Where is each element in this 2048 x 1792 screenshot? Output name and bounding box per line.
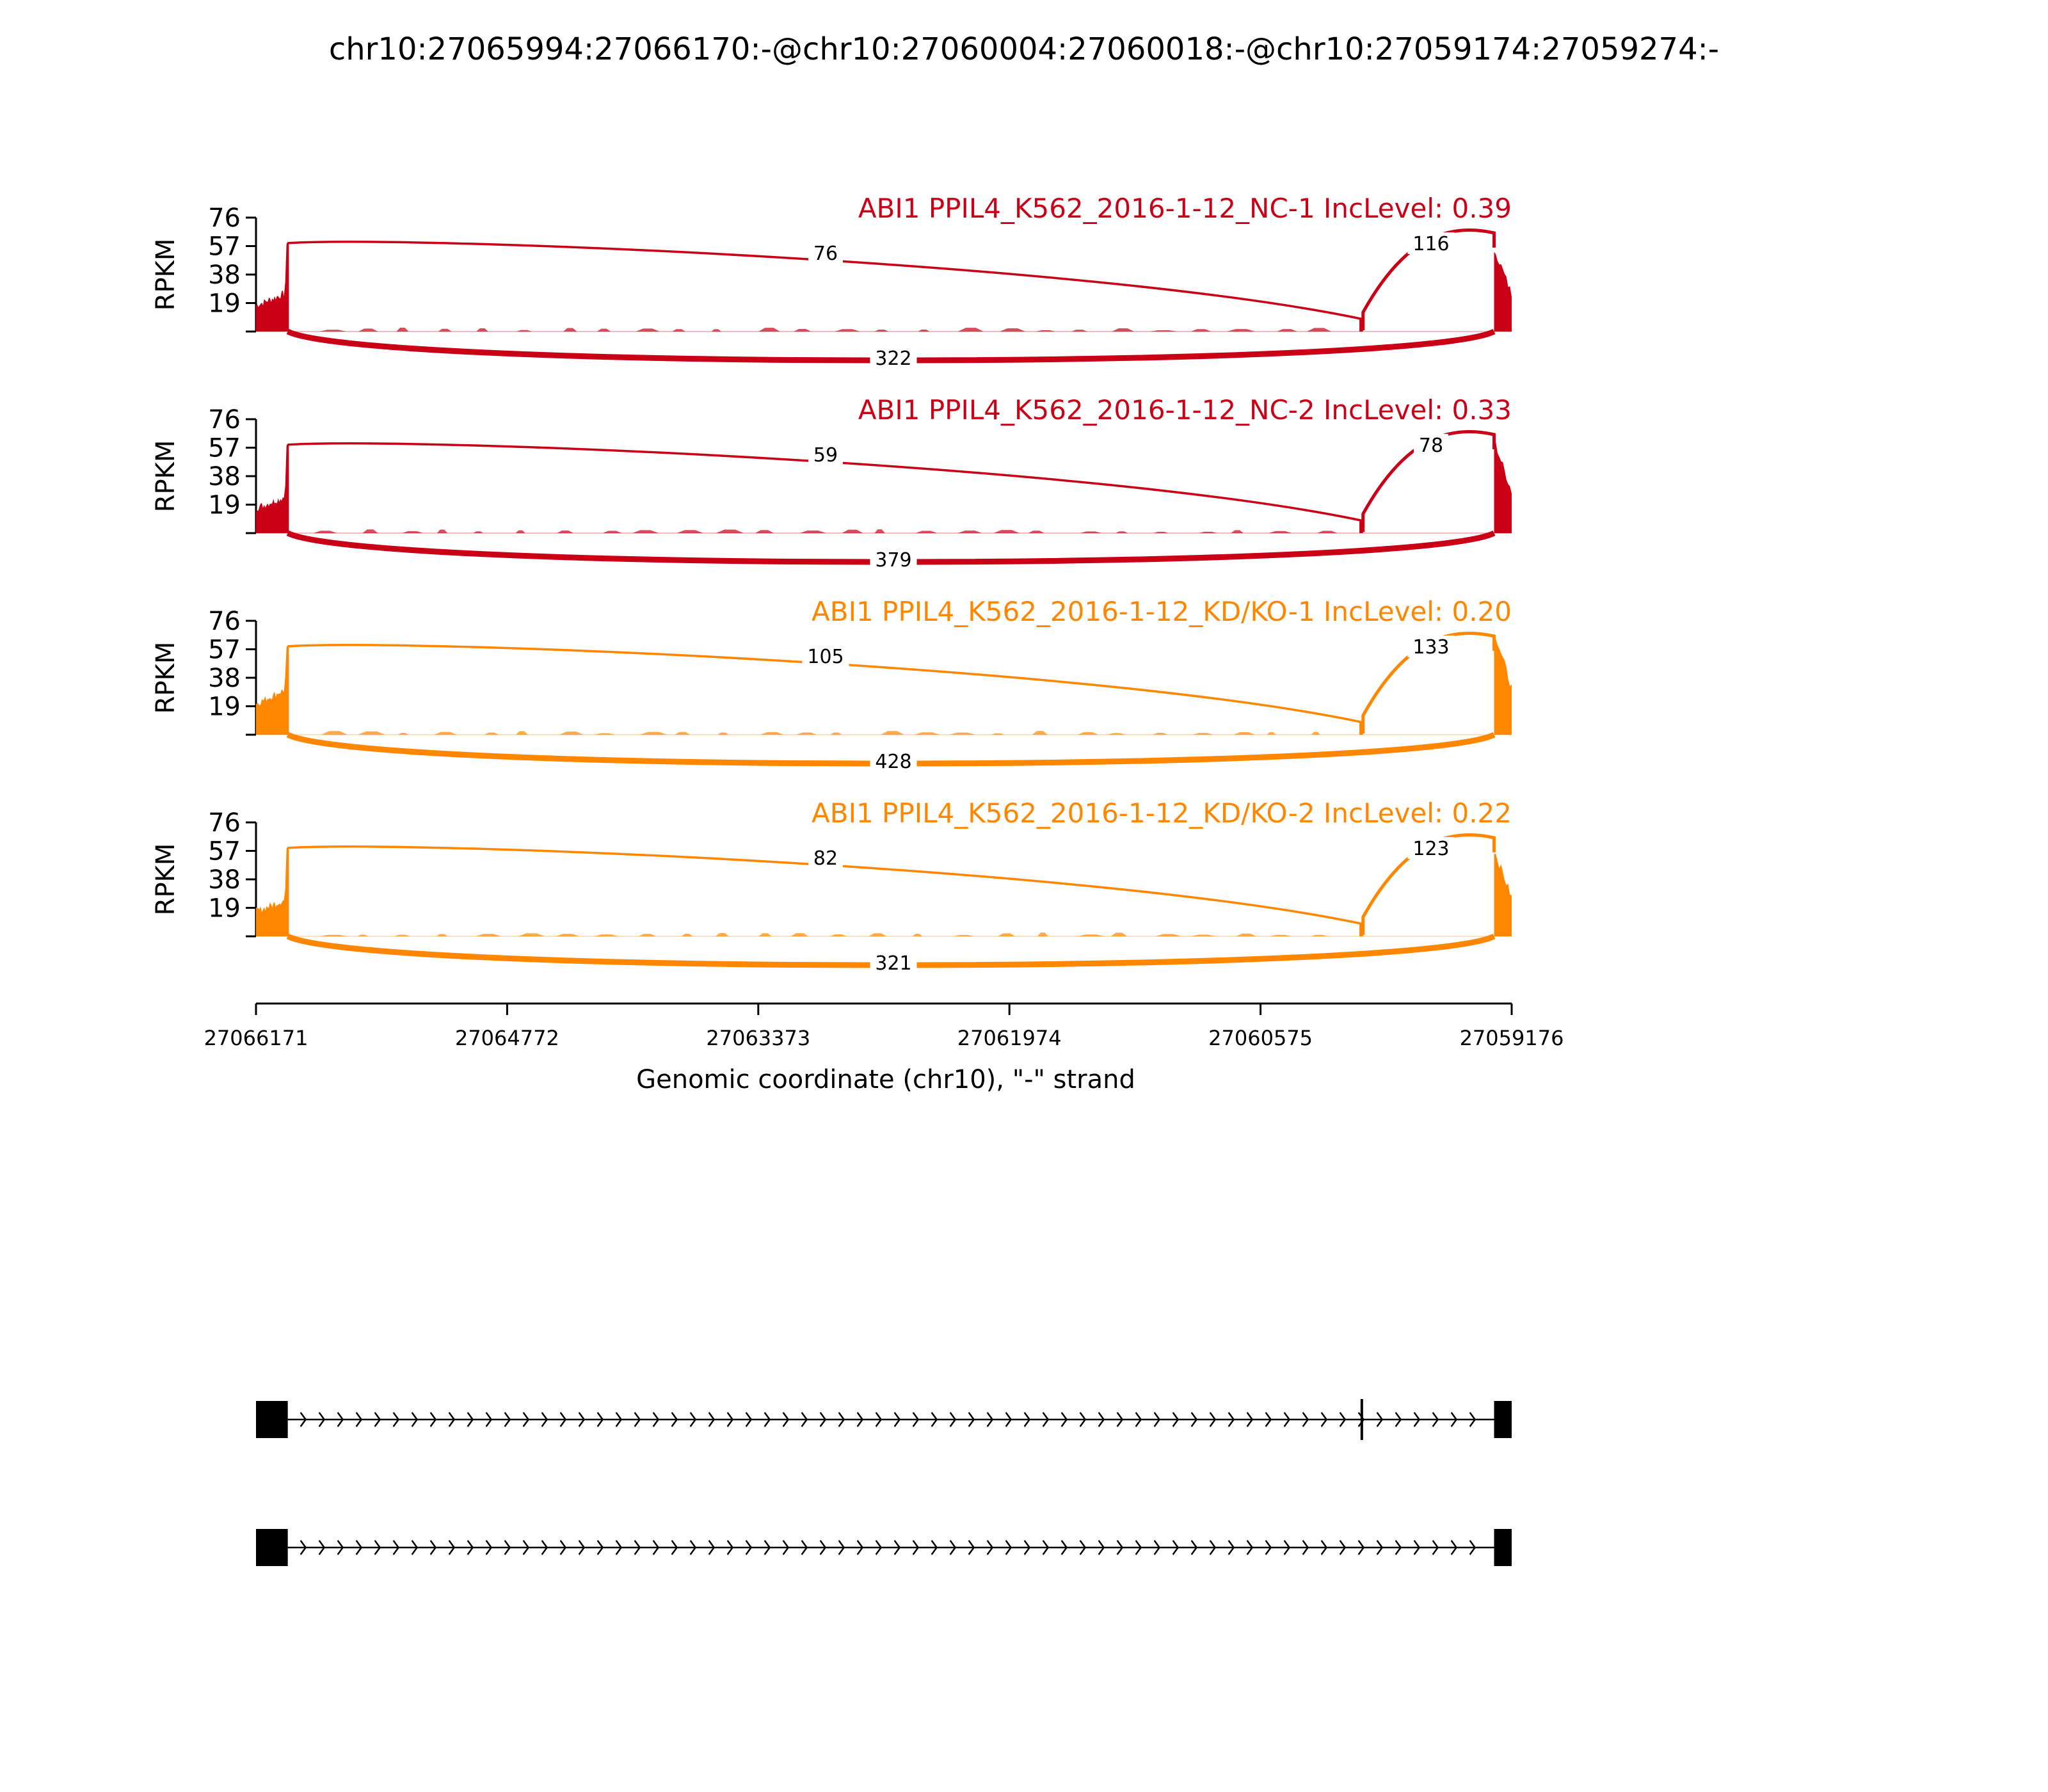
panel-4 (151, 797, 1512, 975)
coverage-downstream-exon (1494, 854, 1512, 936)
coverage-intron-bump (1267, 732, 1276, 735)
coverage-intron-bump (1111, 932, 1128, 936)
coverage-downstream-exon (1494, 635, 1512, 735)
junction-label: 116 (1412, 233, 1450, 255)
y-tick-label: 57 (208, 232, 241, 262)
panel-3 (151, 596, 1512, 773)
exon-block-upstream (256, 1529, 288, 1566)
coverage-intron-bump (473, 531, 483, 533)
y-tick-label: 76 (208, 607, 241, 636)
x-ticks (204, 1004, 1564, 1050)
junction-label: 321 (875, 952, 912, 975)
junction-label: 59 (813, 444, 838, 467)
coverage-intron-bump (869, 933, 887, 936)
coverage-intron-bump (597, 329, 611, 332)
coverage-intron-bump (1036, 330, 1055, 332)
coverage-intron-bump (672, 329, 685, 332)
coverage-intron-bump (321, 731, 348, 735)
coverage-intron-bump (1155, 934, 1181, 936)
junction-label: 123 (1412, 838, 1450, 860)
coverage-intron-bump (1193, 733, 1213, 735)
coverage-intron-bump (716, 529, 744, 533)
coverage-intron-bump (842, 530, 863, 533)
coverage-intron-bump (717, 732, 729, 735)
coverage-intron-bump (794, 329, 811, 332)
coverage-intron-bump (595, 733, 615, 735)
y-tick-label: 19 (208, 692, 241, 722)
y-tick-label: 38 (208, 462, 241, 492)
coverage-intron-bump (913, 934, 922, 936)
panel-title: ABI1 PPIL4_K562_2016-1-12_KD/KO-2 IncLevel: 0.22 (812, 797, 1512, 829)
isoform-2 (256, 1529, 1512, 1566)
coverage-intron-bump (557, 531, 573, 533)
coverage-intron-bump (1236, 934, 1256, 936)
y-tick-label: 38 (208, 260, 241, 290)
coverage-intron-bump (595, 934, 618, 936)
coverage-intron-bump (998, 933, 1015, 936)
coverage-downstream-exon (1494, 442, 1512, 533)
coverage-intron-bump (830, 732, 842, 735)
coverage-intron-bump (396, 328, 408, 332)
y-tick-label: 38 (208, 664, 241, 693)
coverage-intron-bump (358, 328, 378, 332)
isoform-tracks (256, 1399, 1512, 1566)
coverage-intron-bump (1071, 330, 1087, 332)
exon-block-downstream (1494, 1529, 1512, 1566)
coverage-intron-bump (434, 732, 457, 735)
y-axis-label: RPKM (151, 843, 180, 916)
coverage-intron-bump (358, 732, 385, 735)
y-tick-label: 76 (208, 405, 241, 435)
junction-label: 428 (875, 751, 912, 773)
coverage-intron-bump (1307, 328, 1331, 332)
coverage-intron-bump (759, 933, 772, 936)
coverage-intron-bump (484, 733, 499, 735)
x-axis-label: Genomic coordinate (chr10), "-" strand (636, 1065, 1135, 1094)
coverage-intron-bump (958, 328, 984, 332)
exon-block-middle (1361, 1399, 1363, 1440)
coverage-intron-bump (319, 330, 347, 332)
panel-title: ABI1 PPIL4_K562_2016-1-12_KD/KO-1 IncLevel: 0.20 (812, 596, 1512, 627)
coverage-intron-bump (1080, 531, 1101, 533)
panel-2 (151, 394, 1512, 572)
junction-label: 133 (1412, 636, 1450, 659)
coverage-intron-bump (1078, 934, 1105, 936)
coverage-intron-bump (949, 733, 975, 735)
coverage-intron-bump (603, 531, 622, 533)
coverage-intron-bump (395, 935, 410, 936)
y-axis-label: RPKM (151, 641, 180, 714)
x-tick-label: 27059176 (1459, 1026, 1564, 1050)
y-tick-label: 76 (208, 808, 241, 838)
x-tick-label: 27063373 (706, 1026, 811, 1050)
coverage-intron-bump (436, 934, 447, 936)
exon-block-downstream (1494, 1401, 1512, 1438)
coverage-upstream-exon (256, 443, 288, 533)
x-tick-label: 27061974 (957, 1026, 1062, 1050)
coverage-intron-bump (1231, 530, 1244, 533)
coverage-intron-bump (362, 529, 378, 533)
y-tick-label: 57 (208, 433, 241, 463)
coverage-intron-bump (1153, 532, 1168, 533)
junction-label: 82 (813, 847, 838, 870)
x-tick-label: 27066171 (204, 1026, 308, 1050)
coverage-intron-bump (1150, 330, 1178, 332)
coverage-intron-bump (476, 328, 488, 332)
exon-block-upstream (256, 1401, 288, 1438)
y-tick-label: 19 (208, 490, 241, 520)
coverage-intron-bump (438, 329, 452, 332)
coverage-intron-bump (918, 330, 930, 332)
coverage-upstream-exon (256, 241, 288, 332)
coverage-intron-bump (640, 732, 668, 735)
coverage-intron-bump (437, 529, 447, 533)
x-axis (204, 1004, 1564, 1094)
coverage-intron-bump (796, 732, 817, 735)
panel-title: ABI1 PPIL4_K562_2016-1-12_NC-2 IncLevel: 0.33 (858, 394, 1512, 426)
panel-1 (151, 193, 1512, 370)
coverage-intron-bump (1227, 329, 1255, 332)
coverage-intron-bump (791, 933, 809, 936)
coverage-intron-bump (1078, 732, 1098, 735)
coverage-intron-bump (682, 934, 692, 936)
coverage-intron-bump (958, 531, 982, 533)
y-tick-label: 19 (208, 289, 241, 319)
coverage-intron-bump (1108, 733, 1126, 735)
coverage-intron-bump (881, 731, 904, 735)
coverage-intron-bump (1191, 329, 1212, 332)
coverage-intron-bump (1191, 934, 1215, 936)
coverage-intron-bump (358, 934, 368, 936)
y-tick-label: 57 (208, 635, 241, 665)
x-tick-label: 27064772 (454, 1026, 559, 1050)
coverage-intron-bump (716, 933, 729, 936)
coverage-intron-bump (398, 733, 409, 735)
junction-label: 322 (875, 348, 912, 370)
junction-label: 105 (807, 646, 844, 668)
coverage-intron-bump (1233, 732, 1255, 735)
coverage-intron-bump (559, 732, 584, 735)
coverage-intron-bump (402, 531, 423, 533)
panels (151, 193, 1512, 975)
coverage-intron-bump (799, 531, 826, 533)
coverage-intron-bump (1277, 329, 1297, 332)
coverage-intron-bump (954, 935, 973, 936)
coverage-intron-bump (994, 530, 1020, 533)
coverage-intron-bump (874, 330, 888, 332)
coverage-intron-bump (314, 531, 337, 533)
coverage-intron-bump (1311, 935, 1327, 936)
coverage-intron-bump (1112, 328, 1135, 332)
coverage-intron-bump (1311, 732, 1320, 735)
coverage-intron-bump (1000, 328, 1025, 332)
coverage-downstream-exon (1494, 252, 1512, 332)
isoform-1 (256, 1399, 1512, 1440)
coverage-intron-bump (760, 732, 783, 735)
coverage-intron-bump (874, 529, 884, 533)
coverage-intron-bump (916, 531, 938, 533)
panel-title: ABI1 PPIL4_K562_2016-1-12_NC-1 IncLevel: 0.39 (858, 193, 1512, 224)
coverage-intron-bump (1116, 531, 1128, 533)
y-tick-label: 76 (208, 204, 241, 233)
coverage-intron-bump (835, 329, 860, 332)
y-tick-label: 38 (208, 865, 241, 895)
coverage-intron-bump (476, 934, 501, 936)
coverage-intron-bump (518, 933, 545, 936)
coverage-upstream-exon (256, 644, 288, 735)
coverage-intron-bump (1270, 935, 1292, 936)
coverage-intron-bump (1153, 733, 1167, 735)
coverage-intron-bump (636, 328, 660, 332)
junction-label: 78 (1418, 435, 1444, 457)
coverage-intron-bump (320, 935, 347, 936)
coverage-intron-bump (758, 328, 780, 332)
coverage-intron-bump (1199, 532, 1217, 533)
coverage-intron-bump (516, 731, 528, 735)
coverage-intron-bump (556, 934, 579, 936)
y-tick-label: 57 (208, 836, 241, 867)
coverage-intron-bump (755, 530, 774, 533)
coverage-intron-bump (711, 329, 721, 332)
coverage-intron-bump (1317, 531, 1338, 533)
coverage-intron-bump (1028, 531, 1044, 533)
coverage-intron-bump (563, 328, 577, 332)
chart-title: chr10:27065994:27066170:-@chr10:27060004:27060018:-@chr10:27059174:27059274:- (328, 31, 1720, 67)
junction-label: 379 (875, 549, 912, 572)
x-tick-label: 27060575 (1208, 1026, 1313, 1050)
coverage-intron-bump (516, 330, 532, 332)
coverage-intron-bump (1037, 932, 1048, 936)
coverage-intron-bump (516, 531, 525, 533)
coverage-intron-bump (677, 530, 703, 533)
coverage-intron-bump (830, 934, 847, 936)
junction-label: 76 (813, 243, 838, 265)
coverage-intron-bump (1032, 731, 1048, 735)
coverage-intron-bump (639, 934, 656, 936)
y-axis-label: RPKM (151, 238, 180, 311)
coverage-upstream-exon (256, 846, 288, 936)
coverage-intron-bump (1268, 531, 1292, 533)
y-axis-label: RPKM (151, 440, 180, 513)
coverage-intron-bump (632, 530, 659, 533)
y-tick-label: 19 (208, 893, 241, 924)
coverage-intron-bump (675, 732, 690, 735)
coverage-intron-bump (991, 733, 1005, 735)
coverage-intron-bump (915, 732, 940, 735)
